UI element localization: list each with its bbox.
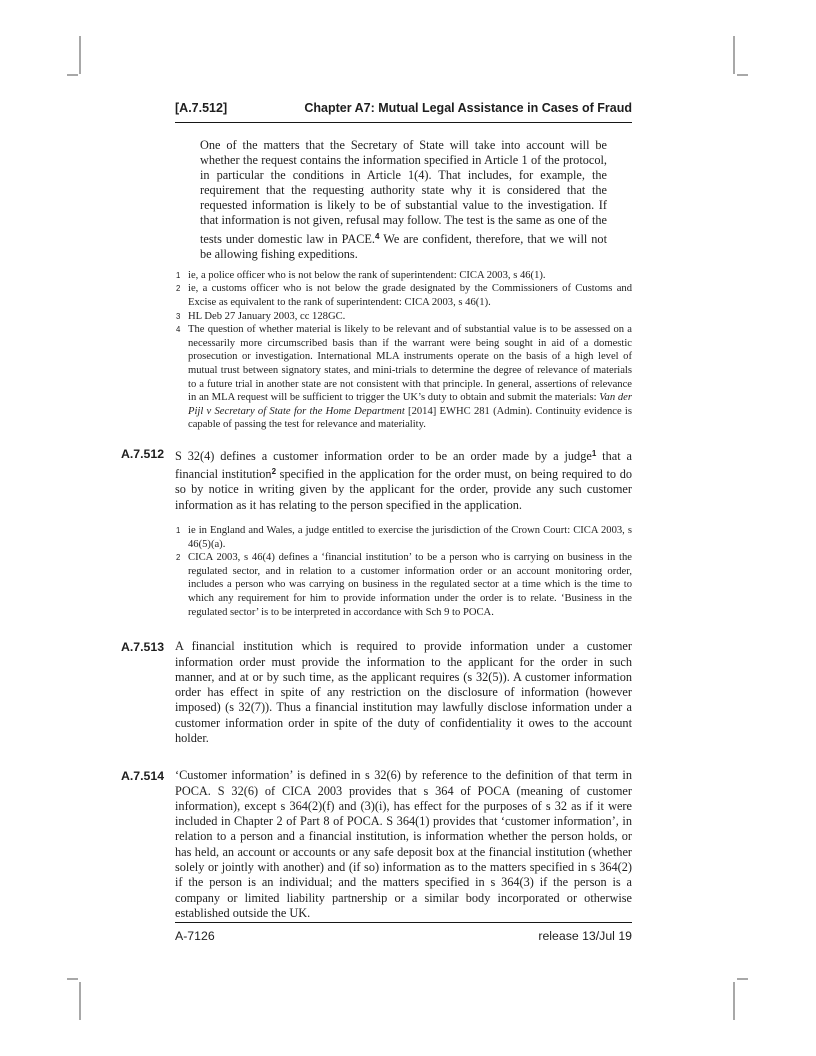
case-citation: Van der Pijl v Secretary of State for the Home Department — [188, 392, 632, 417]
footnote-item — [175, 269, 632, 283]
page-content — [121, 101, 633, 921]
footnote-block-a — [175, 269, 632, 432]
footnote-ref-2: 2 — [271, 467, 277, 477]
footnote-item — [175, 323, 632, 432]
footnote-text: HL Deb 27 January 2003, cc 128GC. — [188, 310, 346, 322]
paragraph-segment: specified in the application for the order must, on being required to do so by notice in writing given by the applicant for the order, provide any such customer information as it has relating to the person specified in the application. — [175, 467, 633, 512]
footnote-marker: 1 — [176, 526, 181, 536]
crop-mark-bottom-right-vertical — [733, 982, 735, 1020]
footnote-block-b — [175, 524, 632, 619]
footnote-marker: 2 — [176, 284, 181, 294]
footnote-item — [175, 282, 632, 309]
footnote-text: CICA 2003, s 46(4) defines a ‘financial institution’ to be a person who is carrying on business in the regulated sector, and in relation to a customer information order or an account monitoring order, includes a person who was carrying on business in the regulated sector at a time which is the time to which any requirement for him to provide information under the order is to relate. ‘Business in the regulated sector’ is to be interpreted in accordance with Sch 9 to POCA. — [188, 552, 632, 618]
paragraph-number: A.7.513 — [121, 640, 165, 655]
footnote-text: The question of whether material is likely to be relevant and of substantial value is to be assessed on a necessarily more circumscribed basis than if the warrant were being sought in aid of a domestic prosecution or investigation. International MLA instruments operate on the basis of a high level of mutual trust between signatory states, and mini-trials to determine the degree of relevance of materials to a future trial in another state are not consistent with that principle. In general, assertions of relevance in an MLA request will be sufficient to trigger the UK’s duty to obtain and submit the materials: — [188, 324, 632, 404]
header-paragraph-ref: [A.7.512] — [175, 101, 228, 115]
footnote-text: ie, a customs officer who is not below the grade designated by the Commissioners of Customs and Excise as equivalent to the rank of superintendent: CICA 2003, s 46(1). — [188, 283, 632, 308]
footnote-marker: 3 — [176, 311, 181, 321]
crop-mark-top-right-horizontal — [737, 74, 748, 76]
numbered-paragraph-a7513 — [121, 639, 632, 746]
paragraph-segment: that a financial institution — [175, 448, 633, 482]
footnote-item — [175, 310, 632, 324]
footnote-text: ie, a police officer who is not below the rank of superintendent: CICA 2003, s 46(1). — [188, 269, 546, 281]
footnote-ref-4: 4 — [375, 231, 380, 241]
crop-mark-top-left-horizontal — [67, 74, 78, 76]
crop-mark-top-left-vertical — [79, 36, 81, 74]
crop-mark-top-right-vertical — [733, 36, 735, 74]
paragraph-text — [175, 446, 632, 513]
footnote-item — [175, 551, 632, 619]
numbered-paragraph-a7512 — [121, 446, 632, 513]
footnote-marker: 2 — [176, 553, 181, 563]
block-quote — [200, 138, 607, 262]
paragraph-text: A financial institution which is required to provide information under a customer information order must provide the information to the applicant for the order in such manner, and at or by such time, as the applicant requires (s 32(5)). A customer information order has effect in spite of any restriction on the disclosure of information (however imposed) (s 32(7)). Thus a financial institution may lawfully disclose information under a customer information order in spite of the duty of confidentiality it owes to the account holder. — [175, 639, 632, 745]
paragraph-segment: S 32(4) defines a customer information order to be an order made by a judge — [175, 448, 592, 463]
footnote-marker: 1 — [176, 270, 181, 280]
paragraph-number: A.7.514 — [121, 769, 165, 784]
crop-mark-bottom-right-horizontal — [737, 978, 748, 980]
crop-mark-bottom-left-vertical — [79, 982, 81, 1020]
footnote-text: ie in England and Wales, a judge entitled to exercise the jurisdiction of the Crown Court: CICA 2003, s 46(5)(a). — [188, 525, 632, 550]
footnote-marker: 4 — [176, 325, 181, 335]
running-header — [175, 101, 632, 123]
footer-page-number: A-7126 — [175, 929, 215, 943]
numbered-paragraph-a7514 — [121, 768, 632, 921]
footer-release-info: release 13/Jul 19 — [538, 929, 632, 943]
paragraph-text: ‘Customer information’ is defined in s 32(6) by reference to the definition of that term in POCA. S 32(6) of CICA 2003 provides that s 364 of POCA (meaning of customer information), except s 364(2)(f) and (3)(i), has effect for the purposes of s 32 as if it were included in Chapter 2 of Part 8 of POCA. S 364(1) provides that ‘customer information’, in relation to a person and a financial institution, is information whether the person holds, or has held, an account or accounts or any safe deposit box at the financial institution (whether solely or jointly with another) and (if so) information as to the matters specified in s 364(2) if the person is an individual; and the matters specified in s 364(3) if the person is a company or limited liability partnership or a similar body incorporated or otherwise established outside the UK. — [175, 768, 632, 920]
crop-mark-bottom-left-horizontal — [67, 978, 78, 980]
footnote-item — [175, 524, 632, 551]
footnote-text-continued: [2014] EWHC 281 (Admin). Continuity evidence is capable of passing the test for relevance and materiality. — [188, 405, 632, 431]
header-chapter-title: Chapter A7: Mutual Legal Assistance in Cases of Fraud — [304, 101, 632, 115]
quote-text-continued: We are confident, therefore, that we will not be allowing fishing expeditions. — [200, 231, 607, 261]
running-footer — [175, 922, 632, 943]
paragraph-number: A.7.512 — [121, 446, 165, 461]
quote-text: One of the matters that the Secretary of State will take into account will be whether the request contains the information specified in Article 1 of the protocol, in particular the conditions in Article 1(4). That includes, for example, the requirement that the requesting authority state why it is considered that the requested information is likely to be of substantial value to the investigation. If that information is not given, refusal may follow. The test is the same as one of the tests under domestic law in PACE. — [200, 138, 607, 246]
footnote-ref-1: 1 — [591, 448, 597, 458]
